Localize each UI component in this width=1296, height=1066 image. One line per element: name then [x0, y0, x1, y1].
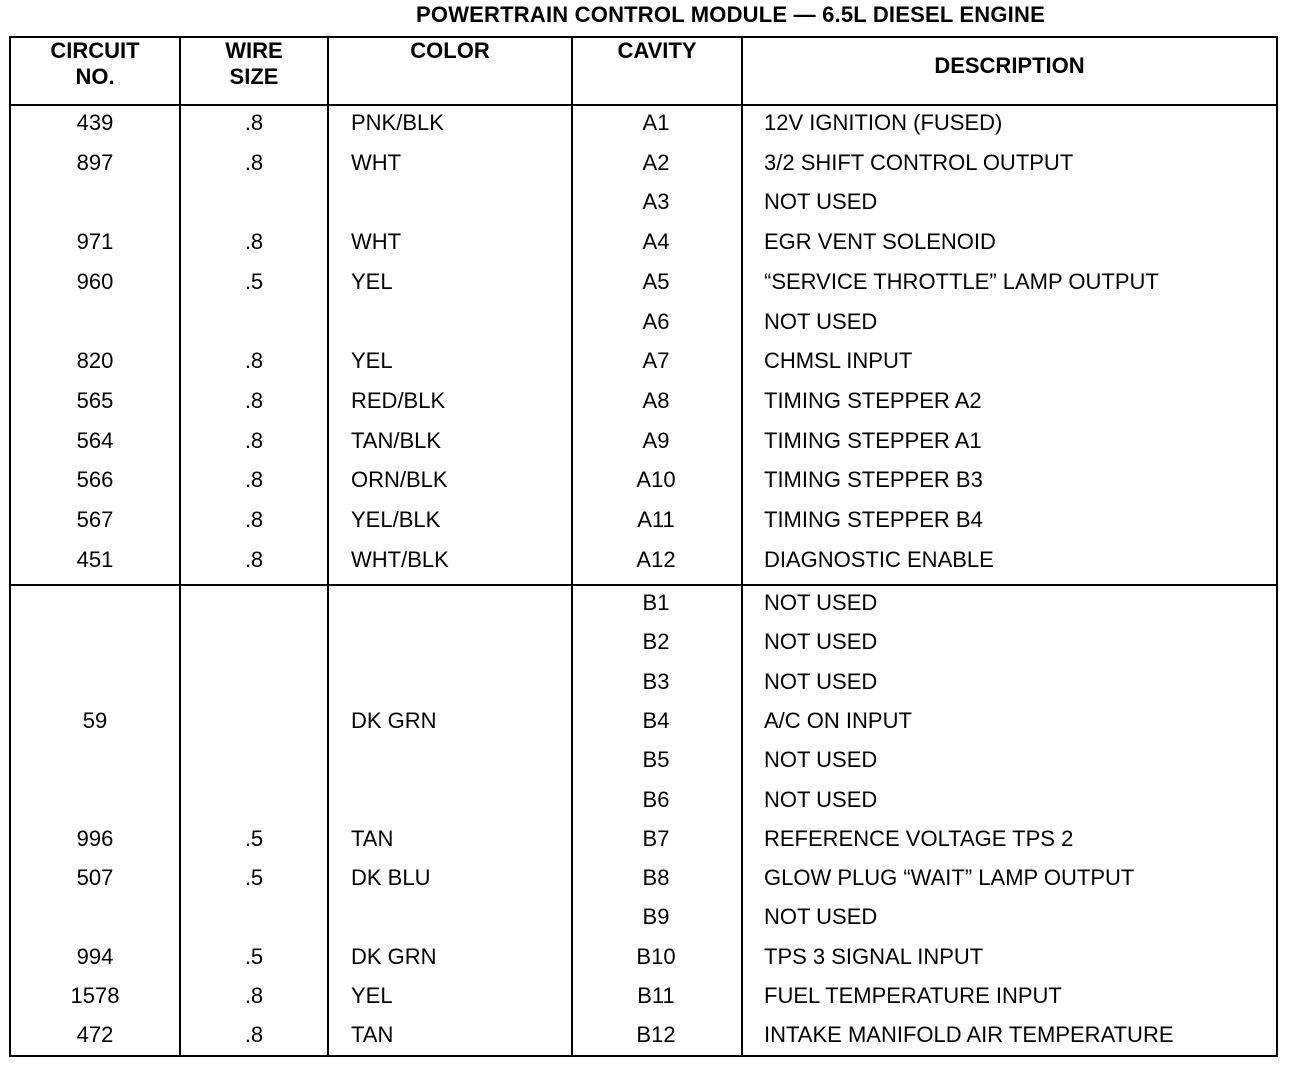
wire-size-cell: .5: [244, 268, 264, 294]
cavity-cell: B10: [636, 943, 676, 969]
wire-color-cell: DK GRN: [351, 707, 437, 733]
table-row: [11, 1015, 1276, 1055]
table-row: [11, 341, 1276, 381]
description-cell: NOT USED: [764, 308, 878, 334]
table-row: [11, 302, 1276, 342]
wire-color-cell: YEL: [351, 348, 393, 374]
table-row: [11, 143, 1276, 183]
wire-color-cell: YEL: [351, 268, 393, 294]
wire-color-cell: YEL: [351, 983, 393, 1008]
cavity-cell: A2: [642, 149, 670, 175]
table-row: [11, 460, 1276, 500]
document-title: POWERTRAIN CONTROL MODULE — 6.5L DIESEL ENGINE: [416, 2, 1045, 27]
wire-size-cell: .8: [244, 427, 264, 453]
cavity-cell: B11: [637, 983, 675, 1008]
cavity-cell: B6: [642, 786, 670, 812]
table-row: [11, 262, 1276, 302]
header-circuit-line2: NO.: [75, 64, 115, 89]
wire-size-cell: .8: [244, 467, 264, 493]
table-row: [11, 622, 1276, 662]
table-row: [11, 222, 1276, 262]
circuit-no-cell: 960: [76, 268, 114, 294]
wire-color-cell: WHT: [351, 229, 402, 255]
description-cell: GLOW PLUG “WAIT” LAMP OUTPUT: [764, 865, 1135, 891]
wire-size-cell: .8: [244, 348, 264, 374]
description-cell: 3/2 SHIFT CONTROL OUTPUT: [764, 149, 1074, 175]
table-row: [11, 976, 1276, 1016]
description-cell: 12V IGNITION (FUSED): [764, 110, 1003, 135]
circuit-no-cell: 565: [76, 387, 114, 413]
description-cell: FUEL TEMPERATURE INPUT: [764, 983, 1062, 1008]
description-cell: EGR VENT SOLENOID: [764, 229, 996, 255]
circuit-no-cell: 507: [76, 865, 114, 891]
wire-size-cell: .8: [244, 507, 264, 532]
wire-color-cell: RED/BLK: [351, 387, 446, 413]
cavity-cell: A6: [642, 308, 670, 334]
table-row: [11, 500, 1276, 540]
table-row: [11, 540, 1276, 580]
wire-color-cell: WHT/BLK: [351, 546, 449, 572]
cavity-cell: A4: [642, 229, 670, 255]
header-circuit-line1: CIRCUIT: [50, 38, 140, 63]
wire-size-cell: .8: [244, 983, 264, 1008]
circuit-no-cell: 1578: [70, 983, 120, 1008]
circuit-no-cell: 820: [76, 348, 114, 374]
table-row: [11, 780, 1276, 820]
cavity-cell: B5: [642, 747, 670, 773]
description-cell: NOT USED: [764, 629, 878, 655]
wire-color-cell: DK BLU: [351, 865, 431, 891]
header-wire-size: [181, 38, 327, 104]
wire-color-cell: DK GRN: [351, 943, 437, 969]
wire-color-cell: YEL/BLK: [351, 507, 441, 532]
description-cell: NOT USED: [764, 189, 878, 215]
table-row: [11, 701, 1276, 741]
description-cell: A/C ON INPUT: [764, 707, 912, 733]
table-row: [11, 740, 1276, 780]
table-row: [11, 583, 1276, 623]
cavity-cell: B3: [642, 668, 670, 694]
wire-color-cell: TAN: [351, 825, 394, 851]
wire-size-cell: .5: [244, 825, 264, 851]
table-row: [11, 103, 1276, 143]
header-wire-line1: WIRE: [225, 38, 283, 63]
wire-size-cell: .8: [244, 1022, 264, 1048]
pinout-table: [9, 36, 1278, 1057]
cavity-cell: A9: [642, 427, 670, 453]
cavity-cell: B1: [642, 590, 670, 615]
description-cell: NOT USED: [764, 786, 878, 812]
wire-size-cell: .8: [244, 229, 264, 255]
cavity-cell: B9: [642, 904, 670, 930]
cavity-cell: A3: [642, 189, 670, 215]
description-cell: REFERENCE VOLTAGE TPS 2: [764, 825, 1074, 851]
cavity-cell: A11: [637, 507, 675, 532]
header-cavity: CAVITY: [617, 38, 697, 63]
table-row: [11, 937, 1276, 977]
wire-size-cell: .8: [244, 387, 264, 413]
cavity-cell: A7: [642, 348, 670, 374]
table-row: [11, 182, 1276, 222]
wire-size-cell: .8: [244, 110, 264, 135]
table-row: [11, 662, 1276, 702]
cavity-cell: A12: [636, 546, 676, 572]
description-cell: INTAKE MANIFOLD AIR TEMPERATURE: [764, 1022, 1174, 1048]
cavity-cell: B7: [642, 825, 670, 851]
description-cell: NOT USED: [764, 904, 878, 930]
table-row: [11, 897, 1276, 937]
wire-size-cell: .5: [244, 943, 264, 969]
wire-color-cell: TAN: [351, 1022, 394, 1048]
cavity-cell: B4: [642, 707, 670, 733]
circuit-no-cell: 996: [76, 825, 114, 851]
header-color: COLOR: [410, 38, 490, 63]
description-cell: TPS 3 SIGNAL INPUT: [764, 943, 984, 969]
circuit-no-cell: 451: [76, 546, 114, 572]
table-row: [11, 858, 1276, 898]
circuit-no-cell: 971: [76, 229, 114, 255]
description-cell: NOT USED: [764, 590, 878, 615]
circuit-no-cell: 472: [76, 1022, 114, 1048]
cavity-cell: A10: [636, 467, 676, 493]
circuit-no-cell: 897: [76, 149, 114, 175]
wire-color-cell: TAN/BLK: [351, 427, 442, 453]
description-cell: TIMING STEPPER B4: [764, 507, 983, 532]
circuit-no-cell: 564: [76, 427, 114, 453]
wire-size-cell: .8: [244, 149, 264, 175]
circuit-no-cell: 566: [76, 467, 114, 493]
header-wire-line2: SIZE: [229, 64, 279, 89]
description-cell: “SERVICE THROTTLE” LAMP OUTPUT: [764, 268, 1159, 294]
cavity-cell: A1: [642, 110, 670, 135]
description-cell: DIAGNOSTIC ENABLE: [764, 546, 994, 572]
cavity-cell: A5: [642, 268, 670, 294]
circuit-no-cell: 59: [82, 707, 108, 733]
cavity-cell: B2: [642, 629, 670, 655]
description-cell: NOT USED: [764, 747, 878, 773]
cavity-cell: A8: [642, 387, 670, 413]
description-cell: NOT USED: [764, 668, 878, 694]
wire-size-cell: .5: [244, 865, 264, 891]
wire-size-cell: .8: [244, 546, 264, 572]
circuit-no-cell: 994: [76, 943, 114, 969]
circuit-no-cell: 567: [76, 507, 114, 532]
header-circuit-no: [11, 38, 179, 104]
wire-color-cell: PNK/BLK: [351, 110, 444, 135]
description-cell: TIMING STEPPER A1: [764, 427, 982, 453]
header-description: DESCRIPTION: [934, 53, 1085, 78]
cavity-cell: B12: [636, 1022, 676, 1048]
wire-color-cell: ORN/BLK: [351, 467, 448, 493]
wire-color-cell: WHT: [351, 149, 402, 175]
cavity-cell: B8: [642, 865, 670, 891]
table-row: [11, 819, 1276, 859]
table-row: [11, 381, 1276, 421]
circuit-no-cell: 439: [76, 110, 114, 135]
table-row: [11, 421, 1276, 461]
description-cell: TIMING STEPPER A2: [764, 387, 982, 413]
description-cell: TIMING STEPPER B3: [764, 467, 983, 493]
description-cell: CHMSL INPUT: [764, 348, 913, 374]
